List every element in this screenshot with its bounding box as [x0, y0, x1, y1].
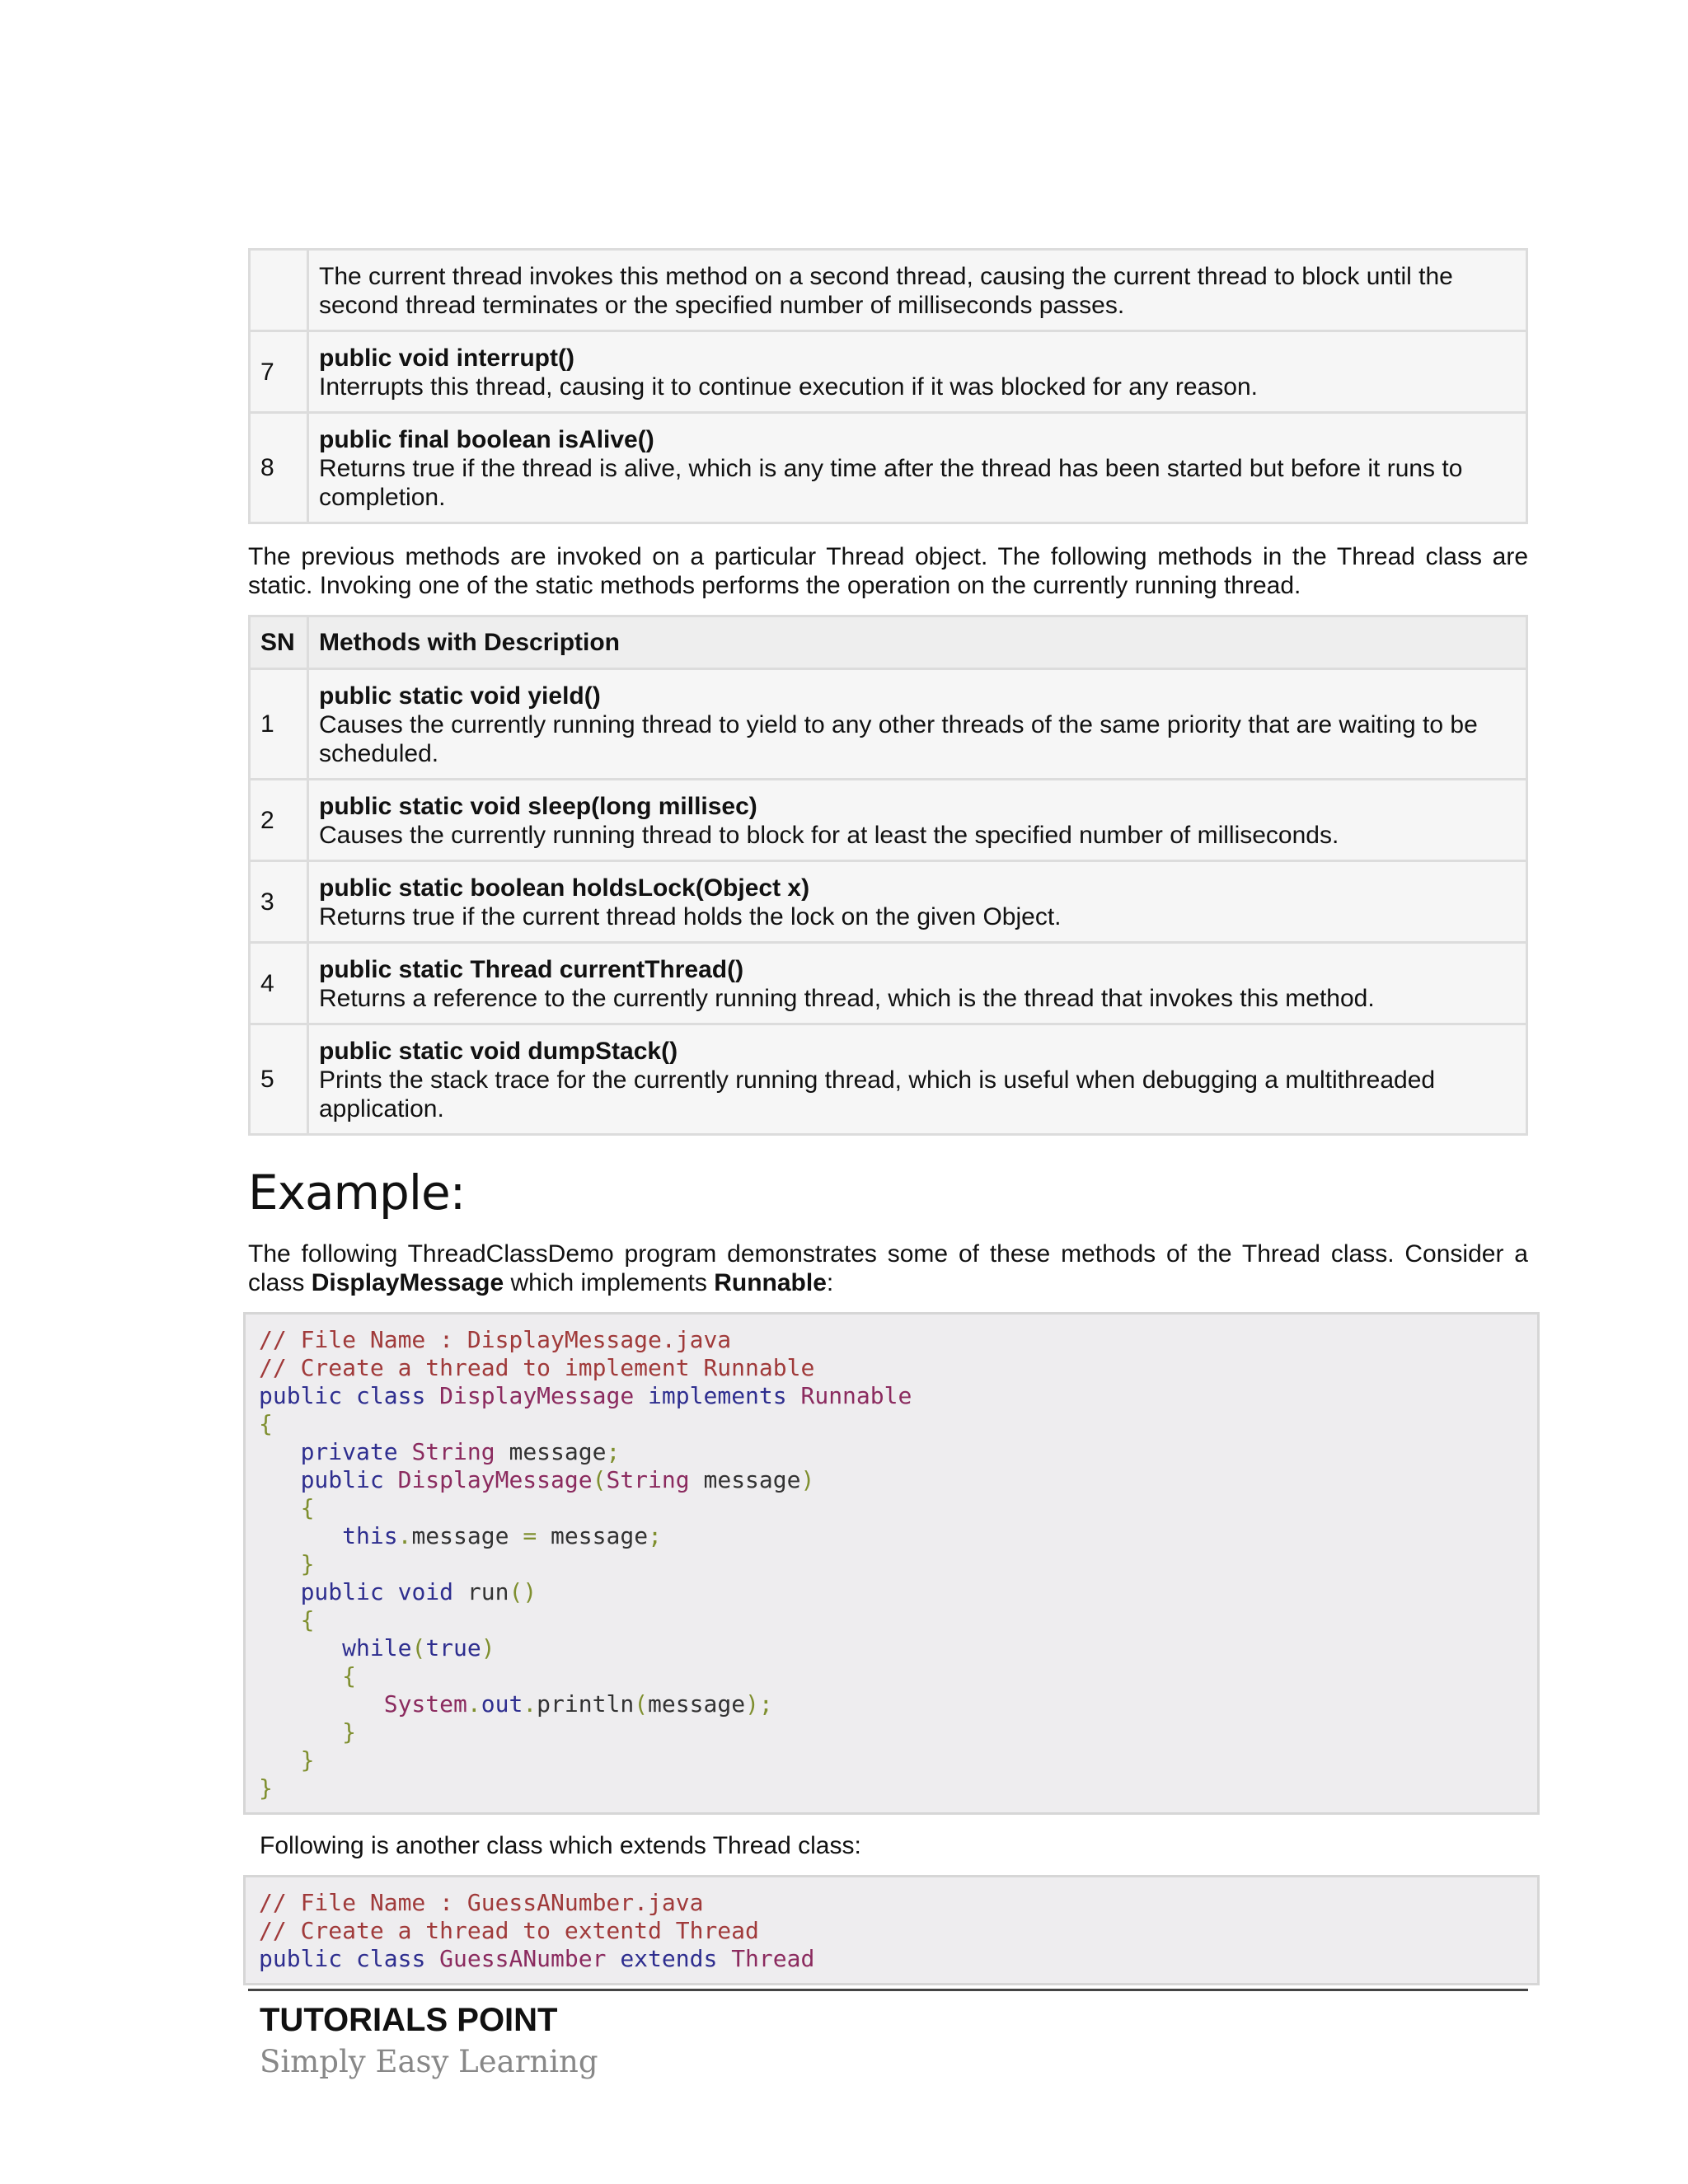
sn-cell [250, 250, 308, 331]
intro-text: The following ThreadClassDemo program demonstrates some of these methods of the Thread class. Consider a class [248, 1240, 1528, 1296]
code-type: Runnable [800, 1382, 912, 1409]
footer-tagline: Simply Easy Learning [260, 2044, 598, 2079]
code-keyword: extends [620, 1945, 718, 1972]
code-comment: // Create a thread to extentd Thread [259, 1917, 759, 1944]
method-cell [308, 780, 1527, 861]
table-row [250, 943, 1527, 1024]
code-identifier: println [537, 1690, 635, 1718]
code-keyword: public [300, 1578, 384, 1605]
method-description: Causes the currently running thread to yield to any other threads of the same priority that are waiting to be scheduled. [319, 711, 1478, 767]
following-text: Following is another class which extends Thread class: [260, 1832, 861, 1859]
method-cell [308, 1024, 1527, 1135]
code-keyword: public [300, 1466, 384, 1493]
sn-cell: 1 [250, 669, 308, 780]
code-identifier: out [481, 1690, 523, 1718]
code-type: GuessANumber [439, 1945, 607, 1972]
code-type: DisplayMessage [397, 1466, 593, 1493]
code-type: Thread [731, 1945, 815, 1972]
code-keyword: void [397, 1578, 454, 1605]
table-row [250, 331, 1527, 413]
example-heading: Example: [248, 1165, 466, 1221]
intro-bold-interface: Runnable [714, 1269, 827, 1296]
sn-cell: 5 [250, 1024, 308, 1135]
method-description: Returns a reference to the currently running thread, which is the thread that invokes this method. [319, 985, 1375, 1012]
code-type: DisplayMessage [439, 1382, 635, 1409]
code-keyword: class [356, 1945, 426, 1972]
table-header-row [250, 616, 1527, 669]
table-row [250, 250, 1527, 331]
code-identifier: message [509, 1438, 607, 1465]
intro-text: : [826, 1269, 834, 1296]
method-cell [308, 861, 1527, 943]
method-description: Interrupts this thread, causing it to continue execution if it was blocked for any reason. [319, 373, 1258, 401]
method-signature: public static void dumpStack() [319, 1038, 678, 1065]
method-description: Causes the currently running thread to block for at least the specified number of milliseconds. [319, 822, 1339, 849]
code-keyword: private [300, 1438, 398, 1465]
method-cell [308, 669, 1527, 780]
page-content [248, 248, 1528, 1985]
intro-text: which implements [504, 1269, 715, 1296]
code-keyword: public [259, 1382, 343, 1409]
code-identifier: message [551, 1522, 649, 1549]
sn-cell: 7 [250, 331, 308, 413]
method-cell [308, 250, 1527, 331]
code-type: String [606, 1466, 690, 1493]
code-keyword: this [342, 1522, 398, 1549]
sn-cell: 4 [250, 943, 308, 1024]
code-keyword: implements [648, 1382, 787, 1409]
table-row [250, 669, 1527, 780]
code-block-guessanumber [243, 1875, 1540, 1985]
code-identifier: message [703, 1466, 801, 1493]
code-identifier: message [648, 1690, 746, 1718]
sn-cell: 2 [250, 780, 308, 861]
method-cell [308, 943, 1527, 1024]
code-keyword: class [356, 1382, 426, 1409]
table-row [250, 1024, 1527, 1135]
code-block-displaymessage: // File Name : DisplayMessage.java // Create a thread to implement Runnable public class DisplayMessage implements Runnable { private String message; public DisplayMessage(String message) { this.message = message; } public void run() { while(true) { System.out.println(message); } } } [243, 1312, 1540, 1815]
page-footer [248, 1989, 1528, 2080]
code-identifier: run [467, 1578, 509, 1605]
method-signature: public static boolean holdsLock(Object x) [319, 874, 810, 902]
method-signature: public static void sleep(long millisec) [319, 793, 757, 820]
method-description: The current thread invokes this method on a second thread, causing the current thread to block until the second thread terminates or the specified number of milliseconds passes. [319, 263, 1453, 319]
method-cell [308, 413, 1527, 523]
method-description: Prints the stack trace for the currently running thread, which is useful when debugging a multithreaded application. [319, 1066, 1436, 1122]
static-methods-table [248, 615, 1528, 1136]
sn-header: SN [250, 616, 308, 669]
table-row [250, 780, 1527, 861]
example-intro [248, 1240, 1528, 1297]
table-row [250, 413, 1527, 523]
code-keyword: while [342, 1634, 412, 1661]
code-type: System [383, 1690, 467, 1718]
method-cell [308, 331, 1527, 413]
method-description: Returns true if the thread is alive, which is any time after the thread has been started but before it runs to completion. [319, 455, 1463, 511]
method-signature: public void interrupt() [319, 344, 574, 372]
static-methods-intro: The previous methods are invoked on a particular Thread object. The following methods in the Thread class are static. Invoking one of the static methods performs the operation on the currently running thread. [248, 543, 1528, 599]
table-row [250, 861, 1527, 943]
code-comment: // File Name : GuessANumber.java [259, 1889, 704, 1916]
code-keyword: public [259, 1945, 343, 1972]
instance-methods-table [248, 248, 1528, 524]
code-keyword: true [425, 1634, 481, 1661]
sn-cell: 8 [250, 413, 308, 523]
code-comment: // Create a thread to implement Runnable [259, 1354, 815, 1381]
code-type: String [411, 1438, 495, 1465]
method-signature: public static void yield() [319, 682, 601, 710]
footer-brand: TUTORIALS POINT [260, 2002, 558, 2038]
method-signature: public static Thread currentThread() [319, 956, 744, 983]
intro-bold-class: DisplayMessage [311, 1269, 504, 1296]
code-identifier: message [411, 1522, 509, 1549]
sn-cell: 3 [250, 861, 308, 943]
method-signature: public final boolean isAlive() [319, 426, 654, 453]
code-comment: // File Name : DisplayMessage.java [259, 1326, 732, 1353]
desc-header: Methods with Description [308, 616, 1527, 669]
method-description: Returns true if the current thread holds the lock on the given Object. [319, 903, 1062, 930]
